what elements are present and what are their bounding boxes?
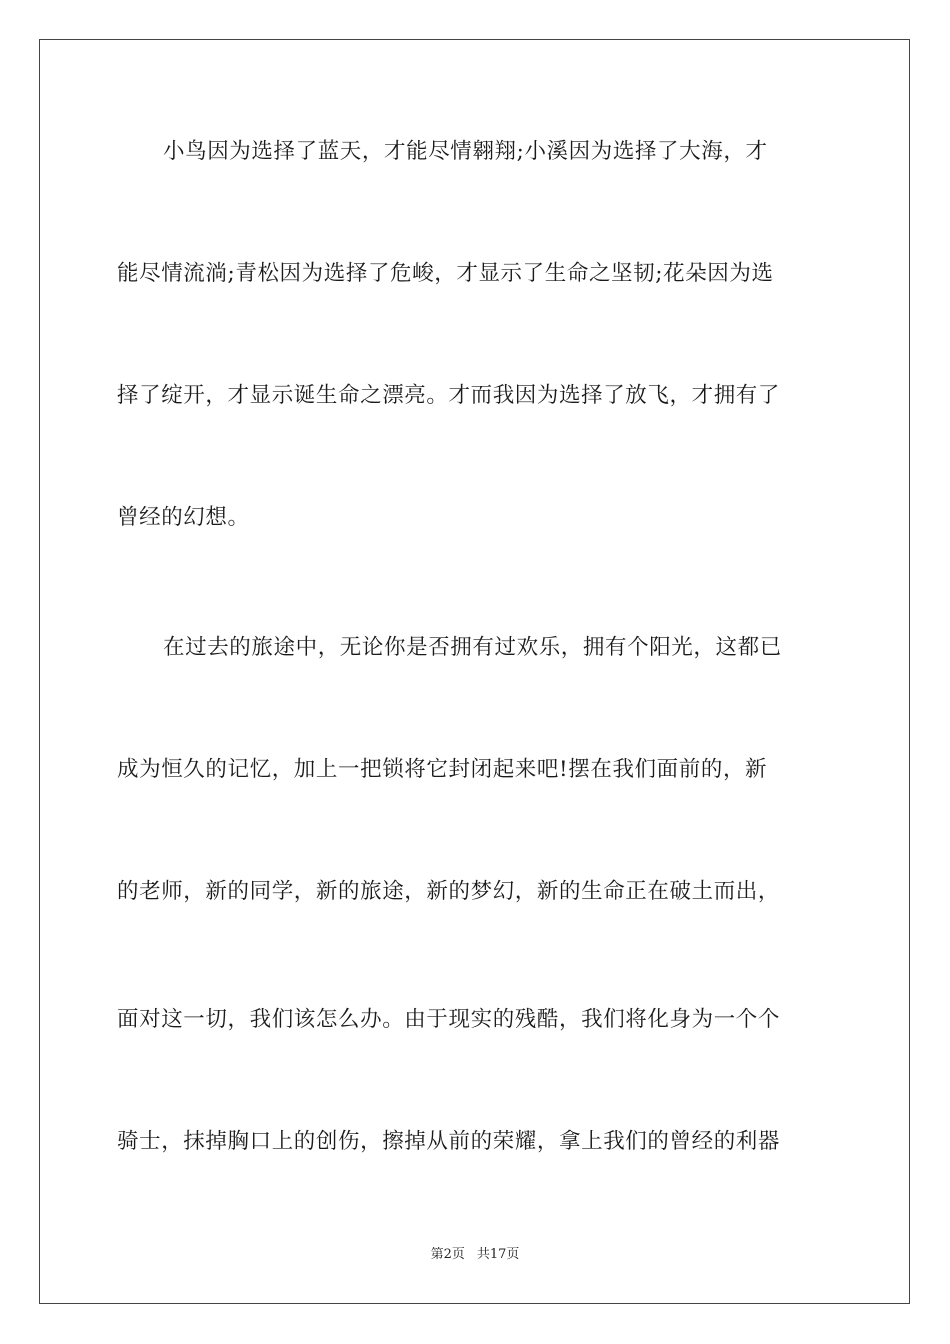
paragraph-1-line-3: 择了绽开，才显示诞生命之漂亮。才而我因为选择了放飞，才拥有了 [117,383,781,408]
page-total: 共17页 [476,1247,520,1262]
page-border [39,39,910,1304]
paragraph-2-line-4: 面对这一切，我们该怎么办。由于现实的残酷，我们将化身为一个个 [117,1007,781,1032]
page-number: 第2页 [430,1247,465,1262]
paragraph-1-line-2: 能尽情流淌;青松因为选择了危峻，才显示了生命之坚韧;花朵因为选 [117,261,774,286]
page-footer [0,1246,950,1264]
paragraph-1-line-1: 小鸟因为选择了蓝天，才能尽情翱翔;小溪因为选择了大海，才 [163,139,768,164]
paragraph-2-line-5: 骑士，抹掉胸口上的创伤，擦掉从前的荣耀，拿上我们的曾经的利器 [117,1129,781,1154]
paragraph-2-line-3: 的老师，新的同学，新的旅途，新的梦幻，新的生命正在破土而出， [117,879,781,904]
paragraph-1-line-4: 曾经的幻想。 [117,505,250,530]
paragraph-2-line-2: 成为恒久的记忆，加上一把锁将它封闭起来吧!摆在我们面前的，新 [117,757,768,782]
paragraph-2-line-1: 在过去的旅途中，无论你是否拥有过欢乐，拥有个阳光，这都已 [163,635,782,660]
